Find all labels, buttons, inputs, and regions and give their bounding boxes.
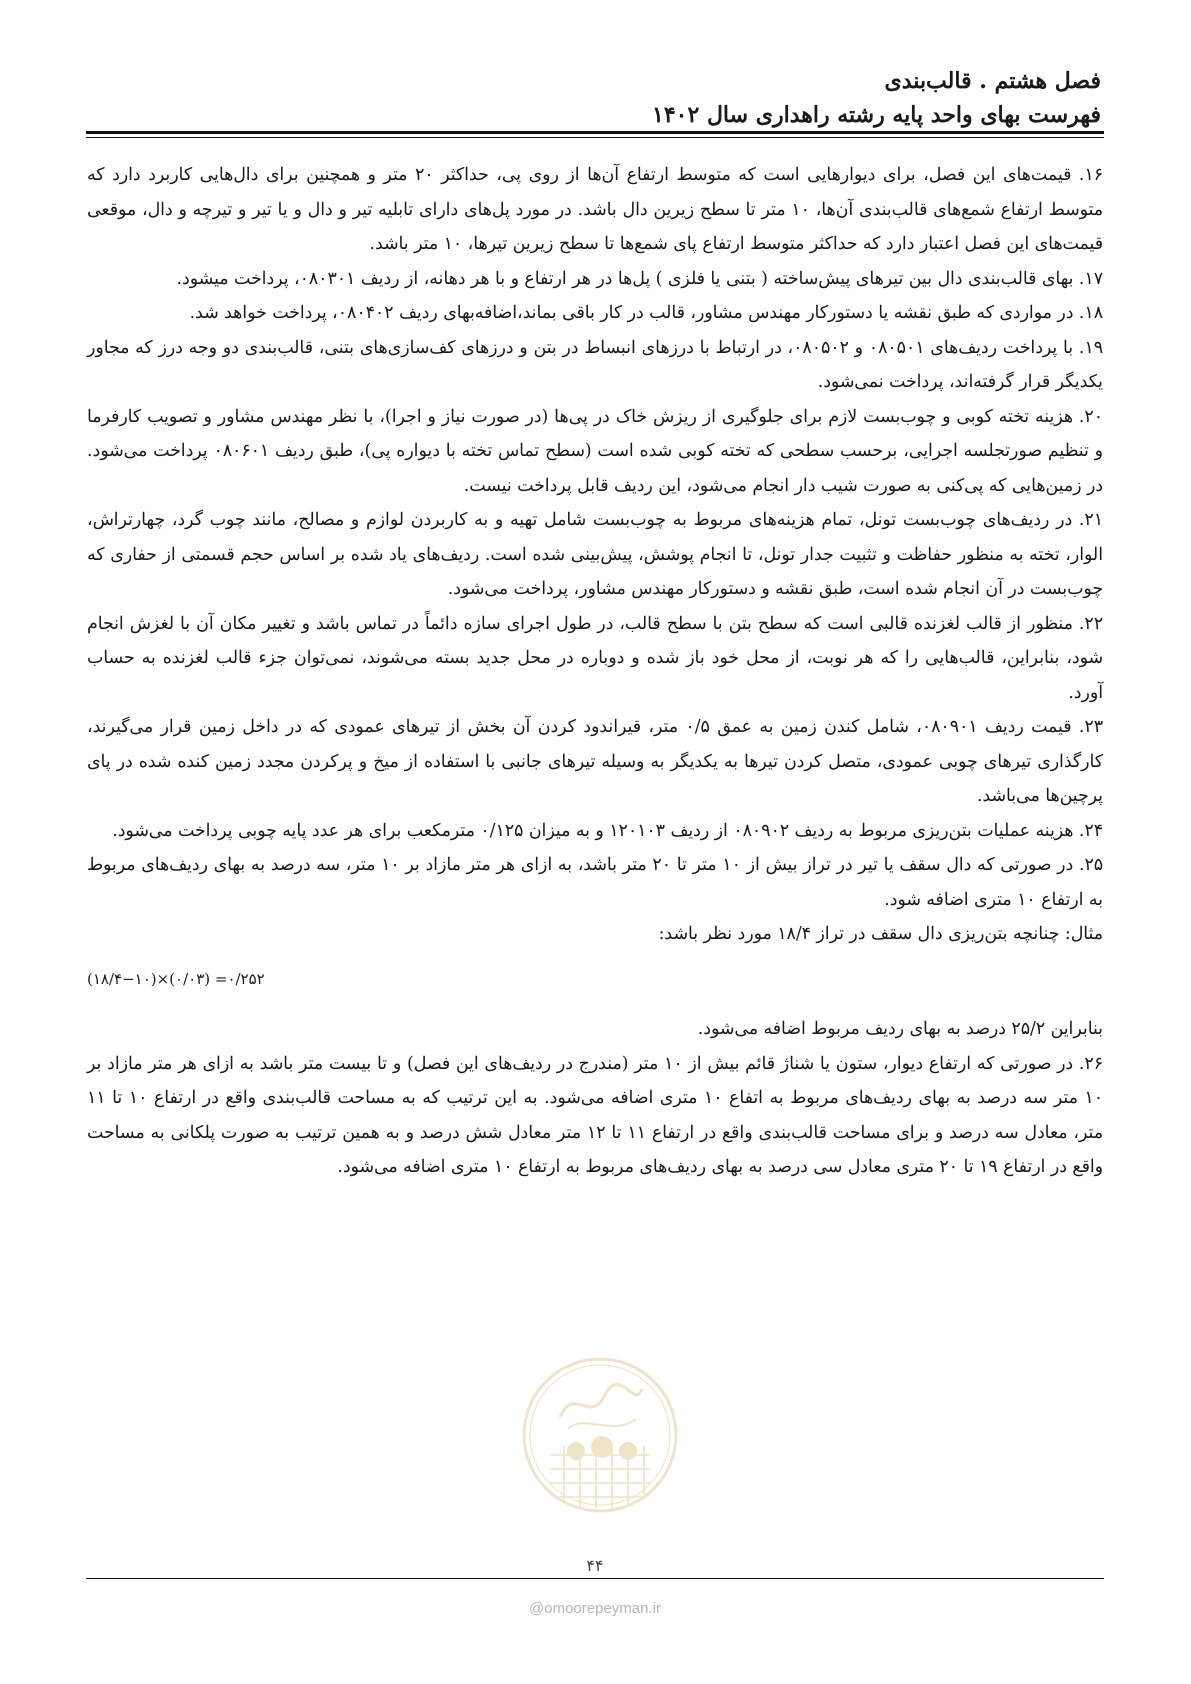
chapter-title: فصل هشتم . قالب‌بندی bbox=[884, 68, 1101, 94]
document-subtitle: فهرست بهای واحد پایه رشته راهداری سال ۱۴۰۲ bbox=[652, 102, 1101, 128]
clause-18: ۱۸. در مواردی که طبق نقشه یا دستورکار مهندس مشاور، قالب در کار باقی بماند،اضافه‌بهای ردیف ۰۸۰۴۰۲، پرداخت خواهد شد. bbox=[189, 303, 1103, 323]
clause-19: ۱۹. با پرداخت ردیف‌های ۰۸۰۵۰۱ و ۰۸۰۵۰۲، در ارتباط با درزهای انبساط در بتن و درزهای کف‌سازی‌های بتنی، قالب‌بندی دو وجه درز که مجاور یکدیگر قرار گرفته‌اند، پرداخت نمی‌شود. bbox=[87, 337, 1103, 392]
page-number: ۴۴ bbox=[586, 1556, 604, 1575]
footer-rule bbox=[86, 1578, 1104, 1579]
clause-25: ۲۵. در صورتی که دال سقف یا تیر در تراز بیش از ۱۰ متر تا ۲۰ متر باشد، به ازای هر متر مازاد بر ۱۰ متر، سه درصد به بهای ردیف‌های مربوط به ارتفاع ۱۰ متری اضافه شود. bbox=[87, 855, 1104, 910]
clause-20: ۲۰. هزینه تخته کوبی و چوب‌بست لازم برای جلوگیری از ریزش خاک در پی‌ها (در صورت نیاز و اجرا)، با نظر مهندس مشاور و تصویب کارفرما و تنظیم صورتجلسه اجرایی، برحسب سطحی که تخته کوبی شده است (سطح تماس تخته با دیواره پی)، طبق ردیف ۰۸۰۶۰۱ پرداخت می‌شود. در زمین‌هایی که پی‌کنی به صورت شیب دار انجام می‌شود، این ردیف قابل پرداخت نیست. bbox=[87, 406, 1103, 496]
clause-24: ۲۴. هزینه عملیات بتن‌ریزی مربوط به ردیف ۰۸۰۹۰۲ از ردیف ۱۲۰۱۰۳ و به میزان ۰/۱۲۵ مترمکعب برای هر عدد پایه چوبی پرداخت می‌شود. bbox=[112, 820, 1103, 841]
header-rule-thin bbox=[86, 137, 1104, 138]
example-result: بنابراین ۲۵/۲ درصد به بهای ردیف مربوط اضافه می‌شود. bbox=[697, 1019, 1103, 1039]
footer-website: @omoorepeyman.ir bbox=[529, 1600, 661, 1617]
clause-17: ۱۷. بهای قالب‌بندی دال بین تیرهای پیش‌ساخته ( بتنی یا فلزی ) پل‌ها در هر ارتفاع و با هر دهانه، از ردیف ۰۸۰۳۰۱، پرداخت میشود. bbox=[176, 268, 1103, 289]
clause-21: ۲۱. در ردیف‌های چوب‌بست تونل، تمام هزینه‌های مربوط به چوب‌بست شامل تهیه و به کاربردن لوازم و مصالح، مانند چوب گرد، چهارتراش، الوار، تخته به منظور حفاظت و تثبیت جدار تونل، تا انجام پوشش، پیش‌بینی شده است. ردیف‌های یاد شده بر اساس حجم قسمتی از حفاری که چوب‌بست در آن انجام شده است، طبق نقشه و دستورکار مهندس مشاور، پرداخت می‌شود. bbox=[87, 510, 1103, 599]
example-line: مثال: چنانچه بتن‌ریزی دال سقف در تراز ۱۸/۴ مورد نظر باشد: bbox=[658, 924, 1103, 944]
page-header bbox=[91, 66, 1101, 132]
clause-26: ۲۶. در صورتی که ارتفاع دیوار، ستون یا شناژ قائم بیش از ۱۰ متر (مندرج در ردیف‌های این فصل) و تا بیست متر باشد به ازای هر متر مازاد بر ۱۰ متر سه درصد به بهای ردیف‌های مربوط به اتفاع ۱۰ متری اضافه می‌شود. به این ترتیب که به مساحت قالب‌بندی واقع در ارتفاع ۱۰ تا ۱۱ متر، معادل سه درصد و برای مساحت قالب‌بندی واقع در ارتفاع ۱۱ تا ۱۲ متر معادل شش درصد و به همین ترتیب به صورت پلکانی به مساحت واقع در ارتفاع ۱۹ تا ۲۰ متری معادل سی درصد به بهای ردیف‌های مربوط به ارتفاع ۱۰ متری اضافه می‌شود. bbox=[87, 1053, 1104, 1177]
publisher-logo-watermark bbox=[520, 1355, 680, 1515]
body-text bbox=[87, 158, 1103, 1185]
header-rule-thick bbox=[86, 131, 1104, 134]
clause-16: ۱۶. قیمت‌های این فصل، برای دیوارهایی است که متوسط ارتفاع آن‌ها از روی پی، حداکثر ۲۰ متر و همچنین برای دال‌هایی کاربرد دارد که متوسط ارتفاع شمع‌های قالب‌بندی آن‌ها، ۱۰ متر تا سطح زیرین دال باشد. در مورد پل‌های دارای تابلیه تیر و دال و یا تیر و تیرچه و دال، موقعی قیمت‌های این فصل اعتبار دارد که حداکثر متوسط ارتفاع پای شمع‌ها تا سطح زیرین تیرها، ۱۰ متر باشد. bbox=[87, 165, 1103, 254]
clause-22: ۲۲. منظور از قالب لغزنده قالبی است که سطح بتن با سطح قالب، در طول اجرای سازه دائماً در تماس باشد و تغییر مکان آن با لغزش انجام شود، بنابراین، قالب‌هایی را که هر نوبت، از محل خود باز شده و دوباره در محل جدید بسته می‌شوند، نمی‌توان جزء قالب لغزنده به حساب آورد. bbox=[87, 613, 1103, 703]
clause-23: ۲۳. قیمت ردیف ۰۸۰۹۰۱، شامل کندن زمین به عمق ۰/۵ متر، قیراندود کردن آن بخش از تیرهای عمودی که در داخل زمین قرار می‌گیرند، کارگذاری تیرهای چوبی عمودی، متصل کردن تیرها به یکدیگر به وسیله تیرهای جانبی با استفاده از میخ و پرکردن مجدد زمین کنده شده در پای پرچین‌ها می‌باشد. bbox=[87, 717, 1103, 806]
example-formula: (۱۸/۴−۱۰)×(۰/۰۳) =۰/۲۵۲ bbox=[87, 969, 265, 988]
